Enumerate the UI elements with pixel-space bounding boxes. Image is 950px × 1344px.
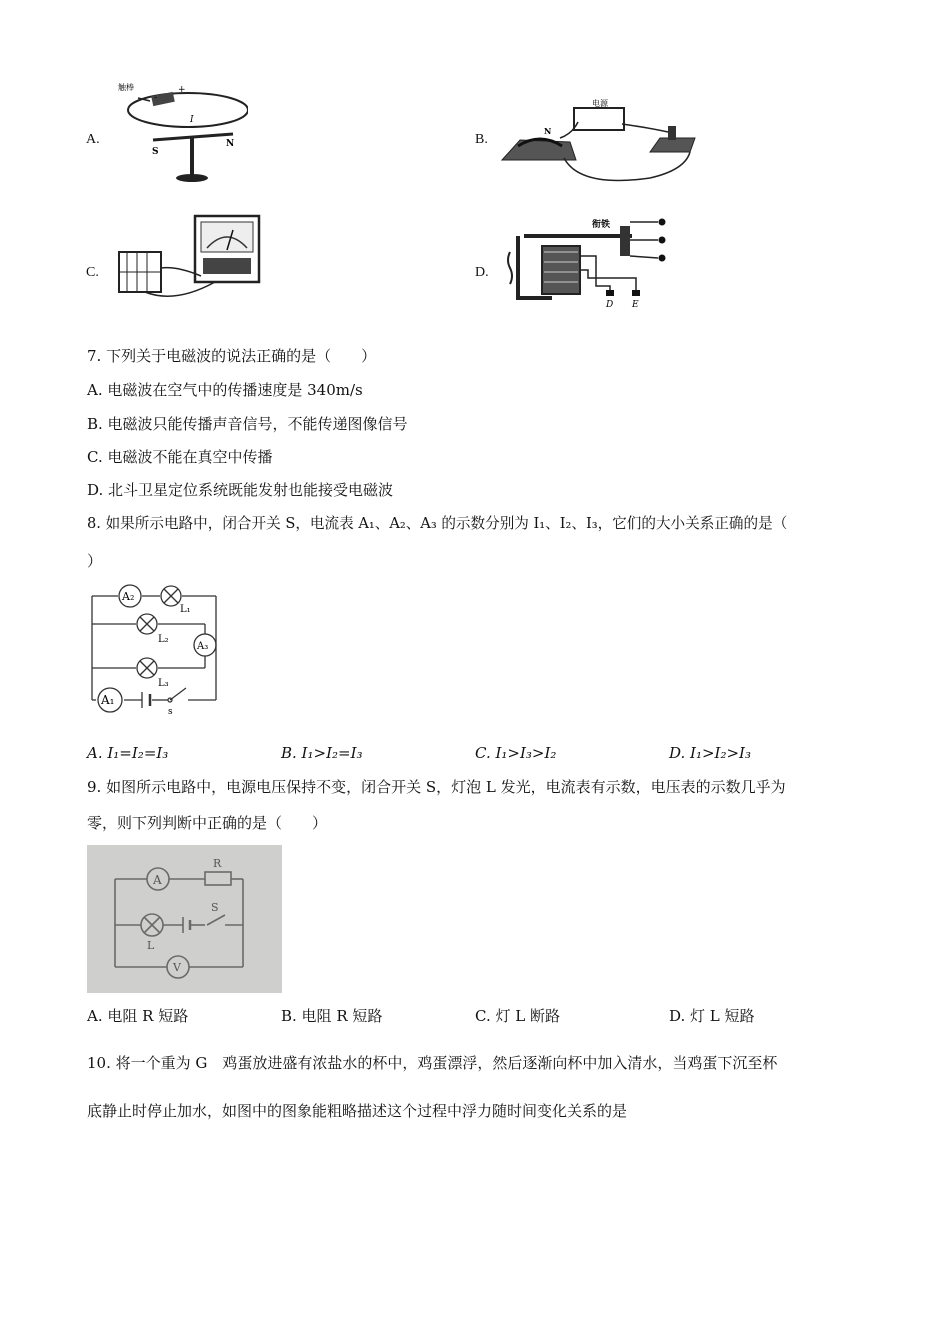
q6-figure-c <box>115 212 265 307</box>
q7-option-a: A. 电磁波在空气中的传播速度是 340m/s <box>87 381 363 399</box>
q9-option-b: B. 电阻 R 短路 <box>281 1007 383 1025</box>
q6-figure-b <box>500 98 700 188</box>
q9-circuit-photo <box>87 845 282 993</box>
q9-fig-a: A <box>153 873 162 887</box>
q6-a-fig-text-3: I <box>190 115 194 125</box>
q8-fig-a2: A₂ <box>122 590 135 603</box>
q9-stem-line1: 9. 如图所示电路中，电源电压保持不变，闭合开关 S，灯泡 L 发光，电流表有示数，电压表的示数几乎为 <box>87 778 786 796</box>
q7-option-c: C. 电磁波不能在真空中传播 <box>87 448 273 466</box>
q8-fig-a1: A₁ <box>101 693 115 707</box>
q6-figure-a <box>118 82 248 187</box>
q9-fig-v: V <box>173 961 181 974</box>
q7-option-b: B. 电磁波只能传播声音信号，不能传递图像信号 <box>87 415 408 433</box>
q8-stem-line2: ） <box>87 552 103 570</box>
q8-option-c: C. I₁>I₃>I₂ <box>475 744 557 762</box>
q6-d-fig-text-0: 衔铁 <box>592 220 611 230</box>
q6-d-fig-text-2: E <box>632 300 639 310</box>
q6-a-fig-text-4: S <box>152 147 159 157</box>
q8-fig-l1: L₁ <box>180 604 191 615</box>
q6-d-fig-text-1: D <box>606 300 614 310</box>
q9-fig-s: S <box>211 901 219 914</box>
q6-b-fig-text-0: 电源 <box>592 99 608 108</box>
q6-b-fig-text-1: N <box>544 126 552 136</box>
q9-stem-line2: 零，则下列判断中正确的是（ ） <box>87 814 328 832</box>
q9-fig-l: L <box>147 939 155 952</box>
q8-fig-l2: L₂ <box>158 634 169 645</box>
q8-fig-l3: L₃ <box>158 678 169 689</box>
q6-a-fig-text-5: N <box>226 139 235 149</box>
q6-a-fig-text-0: 触棒 <box>118 83 134 92</box>
q9-option-d: D. 灯 L 短路 <box>669 1007 755 1025</box>
q8-option-d: D. I₁>I₂>I₃ <box>669 744 751 762</box>
q6-option-b-label: B. <box>475 132 488 147</box>
q8-option-b: B. I₁>I₂=I₃ <box>281 744 363 762</box>
q6-a-fig-text-1: - <box>154 93 158 103</box>
q9-fig-r: R <box>213 857 222 870</box>
q6-option-c-label: C. <box>86 265 99 280</box>
q9-option-a: A. 电阻 R 短路 <box>87 1007 189 1025</box>
q8-fig-s: s <box>168 707 173 717</box>
q6-a-fig-text-2: + <box>178 85 186 95</box>
q10-stem-line2: 底静止时停止加水，如图中的图象能粗略描述这个过程中浮力随时间变化关系的是 <box>87 1102 628 1120</box>
q10-stem-line1: 10. 将一个重为 G 鸡蛋放进盛有浓盐水的杯中，鸡蛋漂浮，然后逐渐向杯中加入清水，当鸡蛋下沉至杯 <box>87 1054 778 1072</box>
q8-option-a: A. I₁=I₂=I₃ <box>87 744 169 762</box>
q9-option-c: C. 灯 L 断路 <box>475 1007 560 1025</box>
q8-stem-line1: 8. 如果所示电路中，闭合开关 S，电流表 A₁、A₂、A₃ 的示数分别为 I₁、I₂、I₃，它们的大小关系正确的是（ <box>87 515 788 532</box>
q7-stem: 7. 下列关于电磁波的说法正确的是（ ） <box>87 347 377 365</box>
q8-circuit-diagram <box>88 582 223 717</box>
q7-option-d: D. 北斗卫星定位系统既能发射也能接受电磁波 <box>87 481 394 499</box>
q6-option-d-label: D. <box>475 265 489 280</box>
q6-option-a-label: A. <box>86 132 100 147</box>
q6-figure-d <box>502 212 672 310</box>
q8-fig-a3: A₃ <box>197 641 209 652</box>
